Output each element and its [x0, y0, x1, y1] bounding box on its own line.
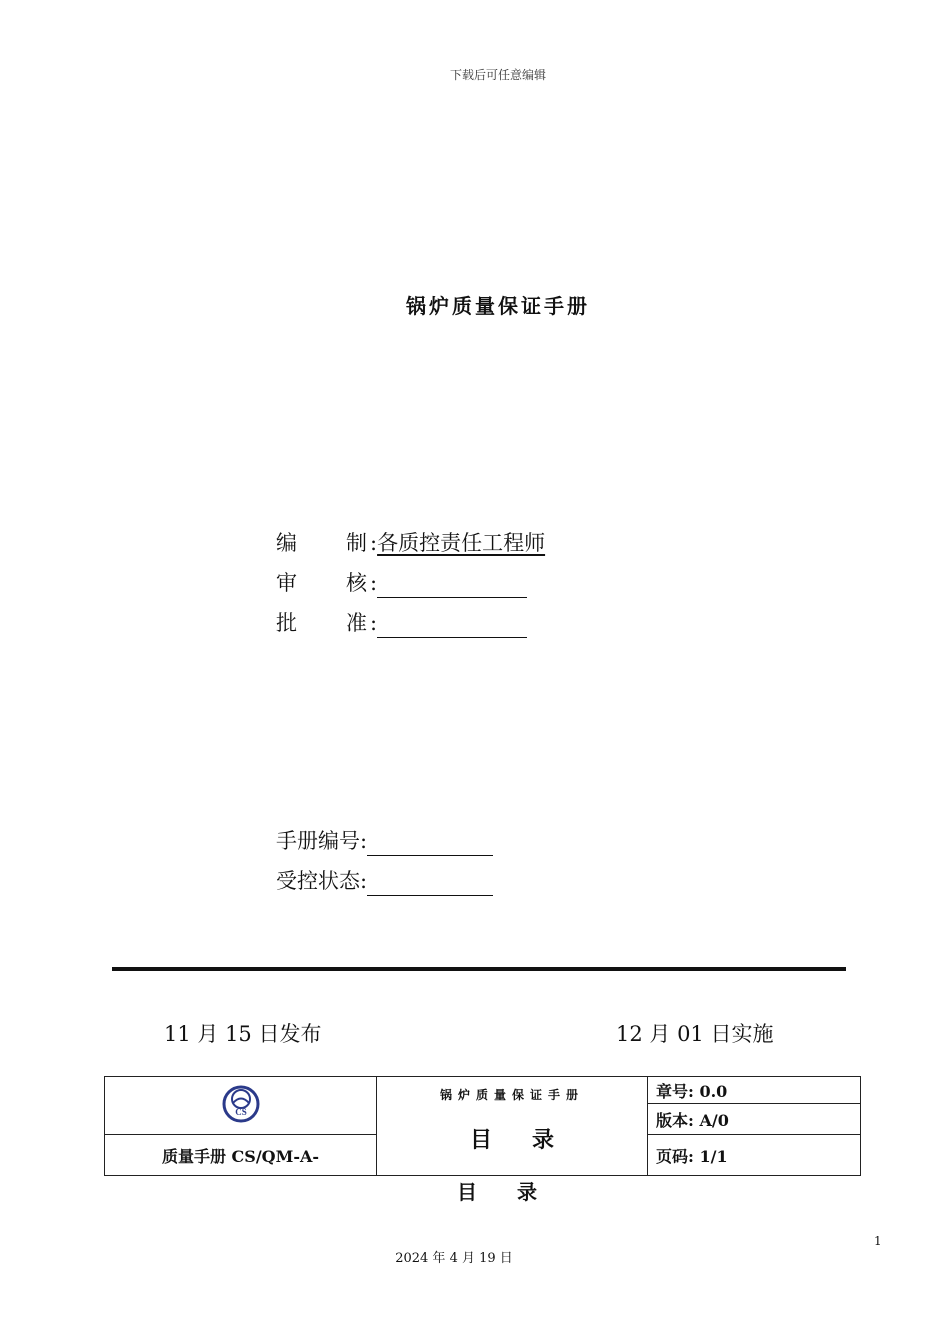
page-number: 1 — [874, 1234, 882, 1248]
signature-label — [276, 528, 370, 558]
document-header-table — [104, 1076, 861, 1176]
label-char: 制 — [346, 531, 367, 555]
footer-date: 2024 年 4 月 19 日 — [395, 1251, 513, 1266]
signature-row-compiled — [276, 528, 545, 558]
document-title: 锅炉质量保证手册 — [406, 294, 590, 318]
colon: : — [370, 611, 378, 635]
release-date: 11 月 15 日发布 — [164, 1022, 322, 1046]
label-char: 核 — [346, 571, 367, 595]
toc-heading: 目录 — [457, 1180, 577, 1204]
signature-value: 各质控责任工程师 — [377, 531, 546, 555]
signature-label — [276, 568, 370, 598]
blank-line — [377, 571, 527, 598]
manual-code-cell: 质量手册 CS/QM-A- — [105, 1135, 377, 1176]
colon: : — [370, 531, 378, 555]
blank-line — [367, 829, 493, 856]
divider-rule — [112, 967, 846, 971]
signature-label — [276, 608, 370, 638]
version-cell: 版本: A/0 — [648, 1104, 861, 1135]
colon: : — [370, 571, 378, 595]
label-char: 批 — [276, 611, 297, 635]
manual-number-row — [276, 826, 493, 856]
company-logo-icon — [221, 1084, 261, 1124]
page-cell: 页码: 1/1 — [648, 1135, 861, 1176]
logo-text: CS — [234, 1106, 247, 1117]
colon: : — [360, 829, 368, 853]
colon: : — [360, 869, 368, 893]
field-label: 手册编号 — [276, 829, 360, 853]
blank-line — [377, 611, 527, 638]
logo-cell — [105, 1077, 377, 1135]
field-label: 受控状态 — [276, 869, 360, 893]
label-char: 编 — [276, 531, 297, 555]
table-title: 锅炉质量保证手册 — [439, 1088, 584, 1102]
table-toc-label: 目录 — [469, 1127, 594, 1153]
blank-line — [367, 869, 493, 896]
control-status-row — [276, 866, 493, 896]
signature-row-review — [276, 568, 527, 598]
chapter-cell: 章号: 0.0 — [648, 1077, 861, 1104]
effective-date: 12 月 01 日实施 — [616, 1022, 774, 1046]
title-cell — [377, 1077, 648, 1176]
label-char: 准 — [346, 611, 367, 635]
signature-row-approve — [276, 608, 527, 638]
label-char: 审 — [276, 571, 297, 595]
header-note: 下载后可任意编辑 — [449, 68, 546, 82]
